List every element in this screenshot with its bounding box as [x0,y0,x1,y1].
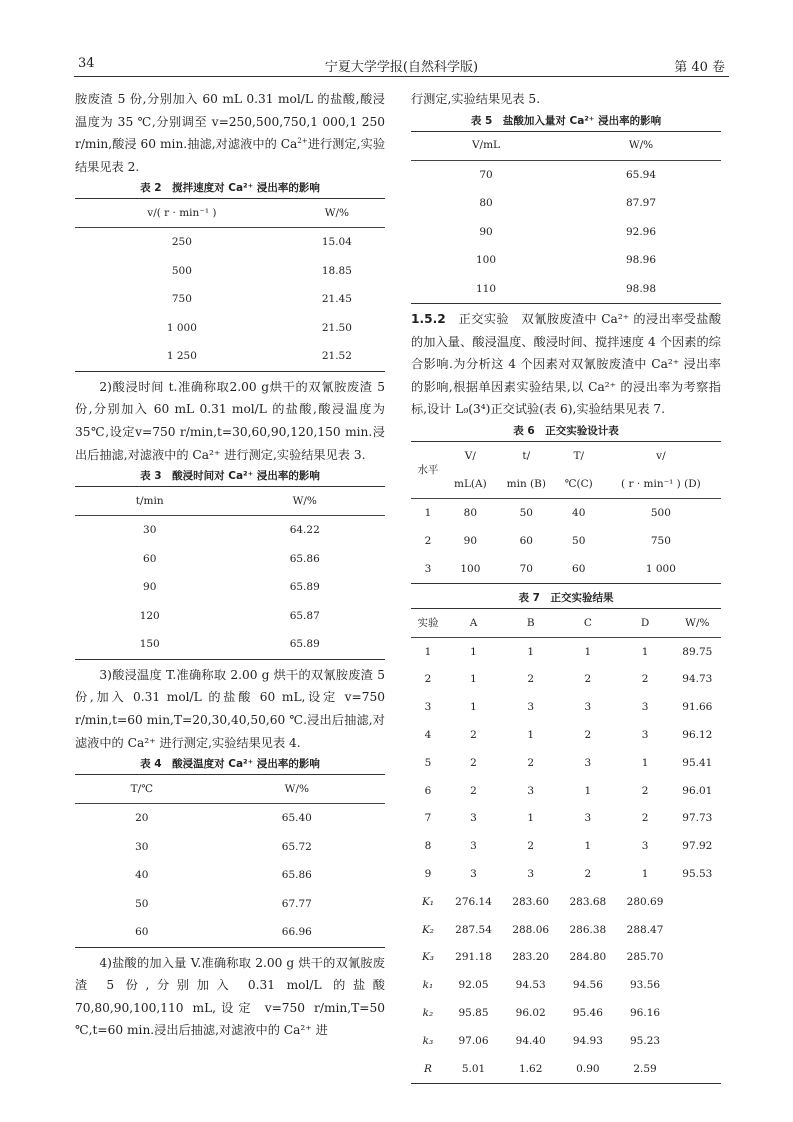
table-cell: 283.60 [512,895,550,908]
table-header: min (B) [496,470,557,499]
table-row [411,246,721,275]
table-cell: 100 [460,562,481,575]
table-cell: 1 [641,645,649,658]
table-cell: 750 [171,293,192,306]
table-cell: 96.12 [682,729,713,742]
table-cell: 66.96 [281,926,312,939]
table-header: 实验 [411,609,445,638]
table-cell: K₁ [421,895,434,908]
table-cell: 95.53 [682,868,713,881]
table-cell: 21.50 [321,321,352,334]
table-cell: 40 [572,506,586,519]
table-cell: 2 [527,673,535,686]
table-header: mL(A) [445,470,496,499]
table-cell: 65.40 [281,812,312,825]
table4-body [75,804,385,948]
table-cell: 1 [470,701,477,714]
table-row [411,694,721,722]
table-row [411,999,721,1027]
table-cell: 1 [527,645,535,658]
table-row [75,342,385,371]
table2-caption: 表 2 搅拌速度对 Ca²⁺ 浸出率的影响 [140,182,320,195]
table-row [75,257,385,286]
table-cell [674,972,721,1000]
table-row [411,721,721,749]
table-row [411,860,721,888]
table-header: v/ [656,450,666,463]
table-cell [674,916,721,944]
table-row [411,189,721,218]
table-row [411,666,721,694]
table-cell: 8 [424,840,432,853]
table-cell: 276.14 [455,895,492,908]
table-header: W/% [289,199,385,228]
paragraph-orthogonal: 1.5.2 正交实验 双氰胺废渣中 Ca²⁺ 的浸出率受盐酸的加入量、酸浸温度、酸浸时间、搅拌速度 4 个因素的综合影响.为分析这 4 个因素对双氰胺废渣中 Ca²⁺ 浸出率的影响,根据单因素实验结果,以 Ca²⁺ 的浸出率为考察指标,设计 L₉(3⁴)正交试验(表 6),实验结果见表 7. [411,312,722,417]
table-cell: 3 [470,868,477,881]
table-cell: 1 [584,645,592,658]
table-cell: 1 [470,673,477,686]
table-cell: 283.68 [569,895,607,908]
table-cell: 120 [139,609,160,622]
table7-caption: 表 7 正交实验结果 [518,592,614,605]
table-cell [674,1027,721,1055]
table-cell: 89.75 [682,645,713,658]
table-header: ( r · min⁻¹ ) (D) [601,470,721,499]
table-cell: 3 [641,840,649,853]
table-cell: 94.40 [515,1034,546,1047]
table-cell: 90 [479,225,493,238]
table7-body [411,638,721,1084]
table-cell: 30 [135,840,149,853]
table-cell: 3 [527,784,535,797]
table6-body [411,499,721,584]
table-cell: 1 [641,868,649,881]
table-header: B [502,609,559,638]
table3-body [75,516,385,660]
table-cell: 3 [527,868,535,881]
table-cell: 1 000 [645,562,676,575]
table-cell [674,999,721,1027]
table-cell: 94.73 [682,673,713,686]
table-row [75,918,385,947]
table-cell: 1 [424,645,432,658]
table-cell: 1 [424,506,432,519]
right-column [411,88,721,1088]
table-row [75,804,385,833]
table-cell: 7 [424,812,432,825]
table-header: ℃(C) [557,470,601,499]
table-cell: k₃ [422,1034,434,1047]
table-cell: 291.18 [455,951,492,964]
table-row [411,555,721,584]
table-cell: 94.53 [515,979,546,992]
table-header: 水平 [411,442,445,499]
table5-body [411,160,721,304]
table-cell: 96.01 [682,784,713,797]
table-cell: 3 [584,812,592,825]
table-row [411,749,721,777]
table-cell: 100 [475,254,497,267]
table-cell: 2 [424,673,432,686]
table-cell: 20 [135,812,149,825]
table-cell [674,888,721,916]
table-cell: 2 [470,756,477,769]
table-cell: 95.23 [630,1034,661,1047]
table-cell: 288.47 [626,923,664,936]
table-cell: 6 [424,784,432,797]
table-cell: 50 [572,534,586,547]
table-header: V/mL [411,131,561,160]
table-row [75,314,385,343]
table-cell: 287.54 [455,923,492,936]
table-cell: 3 [424,701,432,714]
table-cell: R [424,1062,432,1075]
table-cell: 285.70 [626,951,664,964]
table-cell: 65.94 [625,168,657,181]
table-cell: 94.93 [572,1034,603,1047]
table-cell: 2 [527,840,535,853]
table-cell: 2 [527,756,535,769]
table-cell: 50 [135,897,149,910]
table-cell: 110 [475,282,497,295]
table-cell: 3 [641,701,649,714]
table2 [75,198,385,372]
table-cell: 5.01 [461,1062,486,1075]
table-cell: 1 [527,729,535,742]
table-header: A [445,609,502,638]
table-row [75,630,385,659]
table-cell: 500 [650,506,671,519]
table-cell: 21.45 [321,293,352,306]
table-cell: 50 [519,506,533,519]
table-cell: 64.22 [289,524,320,537]
table-cell: 500 [171,264,192,277]
table-cell: 60 [572,562,586,575]
table-cell: 2 [641,673,649,686]
table-cell: 283.20 [512,951,550,964]
table-cell: 1 000 [166,321,197,334]
table-cell: 65.72 [281,840,312,853]
section-number: 1.5.2 [411,312,446,327]
table-cell: 90 [143,581,157,594]
table-cell: 286.38 [569,923,607,936]
table-row [75,516,385,545]
table-cell: 65.87 [289,609,320,622]
table4 [75,774,385,948]
table-cell: 2 [641,784,649,797]
table-cell: k₁ [422,979,434,992]
table-cell: 15.04 [321,236,352,249]
table-cell: 2.59 [633,1062,657,1075]
table-cell: 4 [424,729,432,742]
table-cell: 1 [641,756,649,769]
table-cell: 65.86 [289,552,320,565]
table-cell: 250 [171,236,192,249]
table-cell: 1.62 [519,1062,543,1075]
table-row [411,916,721,944]
table2-body [75,228,385,372]
table-row [411,888,721,916]
paragraph-stirring: 胺废渣 5 份,分别加入 60 mL 0.31 mol/L 的盐酸,酸浸温度为 35 ℃,分别调至 v=250,500,750,1 000,1 250 r/min,酸浸 60 min.抽滤,对滤液中的 $Ca^{2+}$进行测定,实验结果见表 2. [75,92,386,174]
table-cell: 2 [584,868,592,881]
table-row [411,972,721,1000]
table-cell: 96.02 [515,1007,546,1020]
table-row [411,527,721,555]
table-row [411,944,721,972]
table3-caption: 表 3 酸浸时间对 Ca²⁺ 浸出率的影响 [140,470,320,483]
table-cell: 65.89 [289,638,320,651]
journal-title: 宁夏大学学报(自然科学版) [324,60,479,75]
table-cell [674,944,721,972]
table-cell: 98.98 [625,282,657,295]
table-cell: K₃ [421,951,434,964]
table-cell: K₂ [421,923,434,936]
table-cell: 2 [641,812,649,825]
table-cell: 1 [584,784,592,797]
volume-label: 第 40 卷 [674,60,725,75]
running-header [74,54,729,77]
table-row [411,218,721,247]
table-cell: 97.06 [458,1034,489,1047]
table-cell: 3 [470,840,477,853]
table-cell: 2 [584,673,592,686]
table-header: W/% [209,775,385,804]
section-title: 正交实验 [458,312,509,327]
table-cell: 1 [527,812,535,825]
table-cell: 1 [584,840,592,853]
table-cell: 91.66 [682,701,713,714]
paragraph-continuation: 行测定,实验结果见表 5. [411,92,541,106]
table5 [411,131,721,305]
table-cell: 40 [135,869,149,882]
table-cell: 18.85 [321,264,352,277]
page-number: 34 [78,56,95,71]
table-row [75,861,385,890]
table-cell: 60 [143,552,157,565]
table-cell: 93.56 [630,979,661,992]
table-row [75,285,385,314]
table-cell: 87.97 [625,197,657,210]
table-cell [674,1055,721,1083]
table-header: T/℃ [75,775,209,804]
table-cell: 1 [470,645,477,658]
table-header: W/% [674,609,721,638]
table-cell: 90 [463,534,478,547]
table-row [75,573,385,602]
table-cell: 2 [424,534,432,547]
table-cell: 67.77 [281,897,312,910]
table-header: t/min [75,487,224,516]
table-row [75,228,385,257]
table-header: W/% [561,131,721,160]
table-cell: 70 [479,168,493,181]
table-cell: 2 [470,729,477,742]
table-cell: 9 [424,868,432,881]
table-cell: 3 [584,701,592,714]
left-column [75,88,385,1042]
table-header: V/ [464,450,476,463]
table-cell: 21.52 [321,350,352,363]
table-cell: 2 [584,729,592,742]
table-row [75,890,385,919]
table-row [411,1055,721,1083]
table-cell: 94.56 [572,979,603,992]
table-cell: 97.73 [682,812,713,825]
paragraph-hcl-volume: 4)盐酸的加入量 V.准确称取 2.00 g 烘干的双氰胺废渣 5 份,分别加入 0.31 mol/L 的盐酸 70,80,90,100,110 mL,设定 v=750 r/min,T=50 ℃,t=60 min.浸出后抽滤,对滤液中的 Ca²⁺ 进 [75,955,385,1038]
table-header: v/( r · min⁻¹ ) [75,199,289,228]
table-row [75,833,385,862]
table-row [411,805,721,833]
table-header: t/ [522,450,531,463]
table-cell: 65.86 [281,869,312,882]
table-cell: 80 [463,506,478,519]
table-cell: 3 [527,701,535,714]
table-cell: 280.69 [626,895,664,908]
table-cell: 60 [519,534,533,547]
table3 [75,486,385,660]
table5-caption: 表 5 盐酸加入量对 Ca²⁺ 浸出率的影响 [470,114,662,127]
table4-caption: 表 4 酸浸温度对 Ca²⁺ 浸出率的影响 [140,758,320,771]
table-cell: 95.46 [572,1007,603,1020]
table-cell: 3 [641,729,649,742]
table-cell: 95.85 [458,1007,489,1020]
table-cell: 3 [584,756,592,769]
table-cell: 750 [650,534,671,547]
table-row [75,602,385,631]
table-cell: 5 [424,756,432,769]
table-cell: 3 [470,812,477,825]
paragraph-temperature: 3)酸浸温度 T.准确称取 2.00 g 烘干的双氰胺废渣 5 份,加入 0.31 mol/L 的盐酸 60 mL,设定 v=750 r/min,t=60 min,T=20,30,40,50,60 ℃.浸出后抽滤,对滤液中的 Ca²⁺ 进行测定,实验结果见表 4. [75,667,385,750]
table-cell: 60 [135,926,149,939]
table-cell: 92.05 [458,979,489,992]
paragraph-time: 2)酸浸时间 t.准确称取2.00 g烘干的双氰胺废渣 5 份,分别加入 60 mL 0.31 mol/L 的盐酸,酸浸温度为 35℃,设定v=750 r/min,t=30,60,90,120,150 min.浸出后抽滤,对滤液中的 Ca²⁺ 进行测定,实验结果见表 3. [75,379,385,462]
table-cell: 284.80 [569,951,607,964]
table-header: D [616,609,673,638]
table-cell: 65.89 [289,581,320,594]
table-row [411,1027,721,1055]
table-cell: 2 [470,784,477,797]
table-cell: k₂ [422,1007,434,1020]
table-row [75,545,385,574]
table-header: C [559,609,616,638]
table-cell: 1 250 [166,350,197,363]
table-cell: 97.92 [682,840,713,853]
table-row [411,499,721,528]
table-cell: 0.90 [576,1062,600,1075]
table-row [411,275,721,304]
table-cell: 150 [139,638,160,651]
table-cell: 80 [479,197,493,210]
table-cell: 30 [143,524,157,537]
table-cell: 98.96 [625,254,657,267]
table-cell: 288.06 [512,923,550,936]
table6 [411,441,721,584]
table-row [411,638,721,666]
table-row [411,160,721,189]
table7 [411,608,721,1084]
table-header: W/% [224,487,385,516]
table-cell: 3 [424,562,432,575]
table-cell: 96.16 [630,1007,661,1020]
table-cell: 95.41 [682,756,713,769]
table-header: T/ [573,450,585,463]
table-cell: 70 [519,562,533,575]
table-row [411,777,721,805]
table-cell: 92.96 [625,225,657,238]
table6-caption: 表 6 正交实验设计表 [513,425,619,438]
table-row [411,833,721,861]
